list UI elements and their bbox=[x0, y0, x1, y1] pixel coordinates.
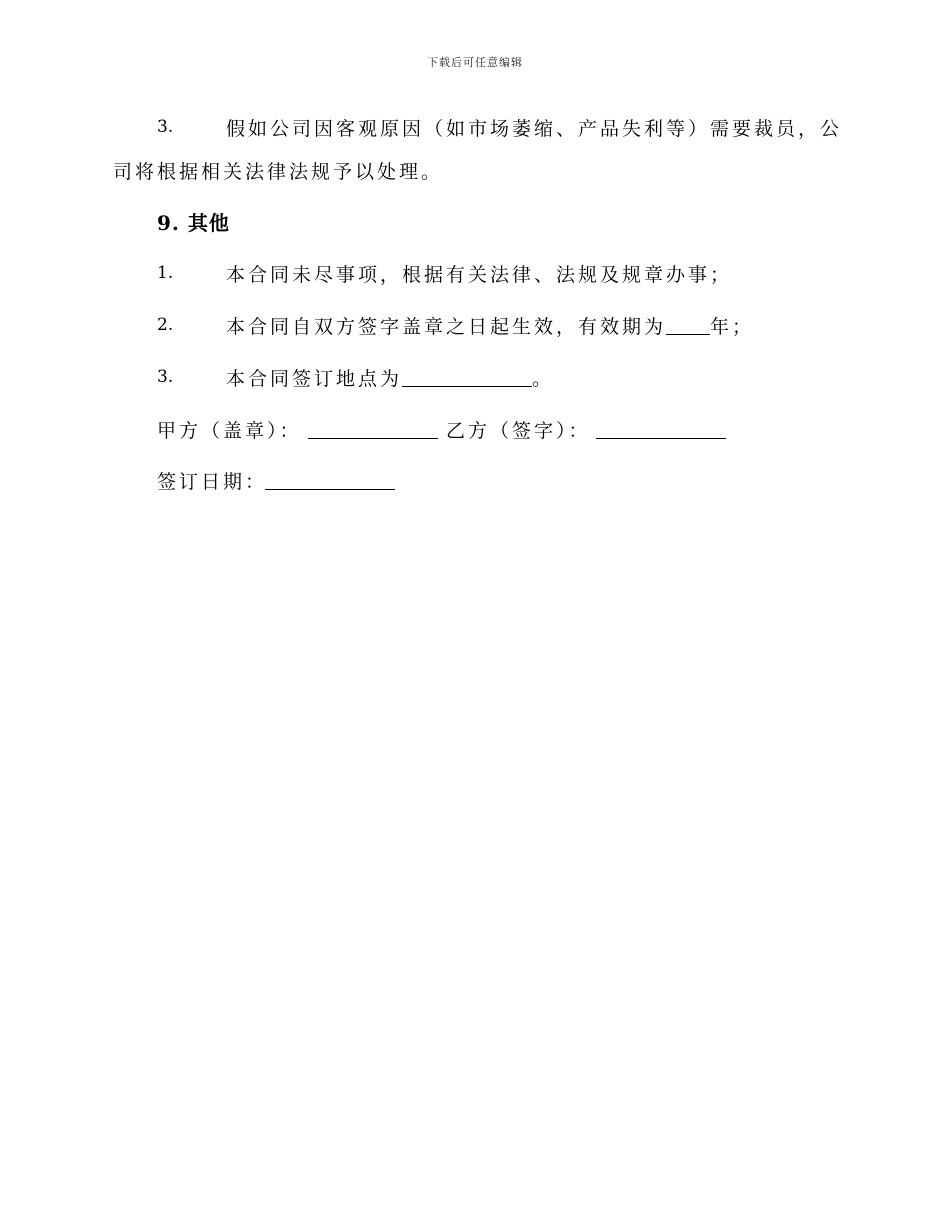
section-heading: 9. 其他 bbox=[157, 211, 230, 235]
signing-date-blank[interactable] bbox=[265, 469, 395, 490]
item-number: 3. bbox=[157, 367, 174, 387]
party-b-signature-blank[interactable] bbox=[596, 418, 726, 439]
party-b-label: 乙方（签字）： bbox=[446, 420, 591, 442]
party-a-seal-blank[interactable] bbox=[308, 418, 438, 439]
paragraph-text: 假如公司因客观原因（如市场萎缩、产品失利等）需要裁员，公 bbox=[226, 118, 843, 140]
item-number: 1. bbox=[157, 263, 174, 283]
party-a-label: 甲方（盖章）： bbox=[157, 420, 302, 442]
paragraph-text: 司将根据相关法律法规予以处理。 bbox=[113, 161, 444, 183]
page-header: 下载后可任意编辑 bbox=[427, 56, 523, 69]
list-item-text-after: 。 bbox=[532, 368, 555, 390]
list-item-text-before: 本合同自双方签字盖章之日起生效，有效期为 bbox=[226, 316, 667, 338]
list-item-text: 本合同未尽事项，根据有关法律、法规及规章办事； bbox=[226, 264, 733, 286]
signing-place-blank[interactable] bbox=[402, 366, 532, 387]
validity-years-blank[interactable] bbox=[666, 314, 710, 335]
item-number: 3. bbox=[157, 117, 174, 137]
signing-date-label: 签订日期： bbox=[157, 471, 268, 493]
list-item-text bbox=[226, 312, 754, 339]
item-number: 2. bbox=[157, 315, 174, 335]
list-item-text-after: 年； bbox=[710, 316, 755, 338]
list-item-text bbox=[226, 364, 554, 391]
list-item-text-before: 本合同签订地点为 bbox=[226, 368, 403, 390]
